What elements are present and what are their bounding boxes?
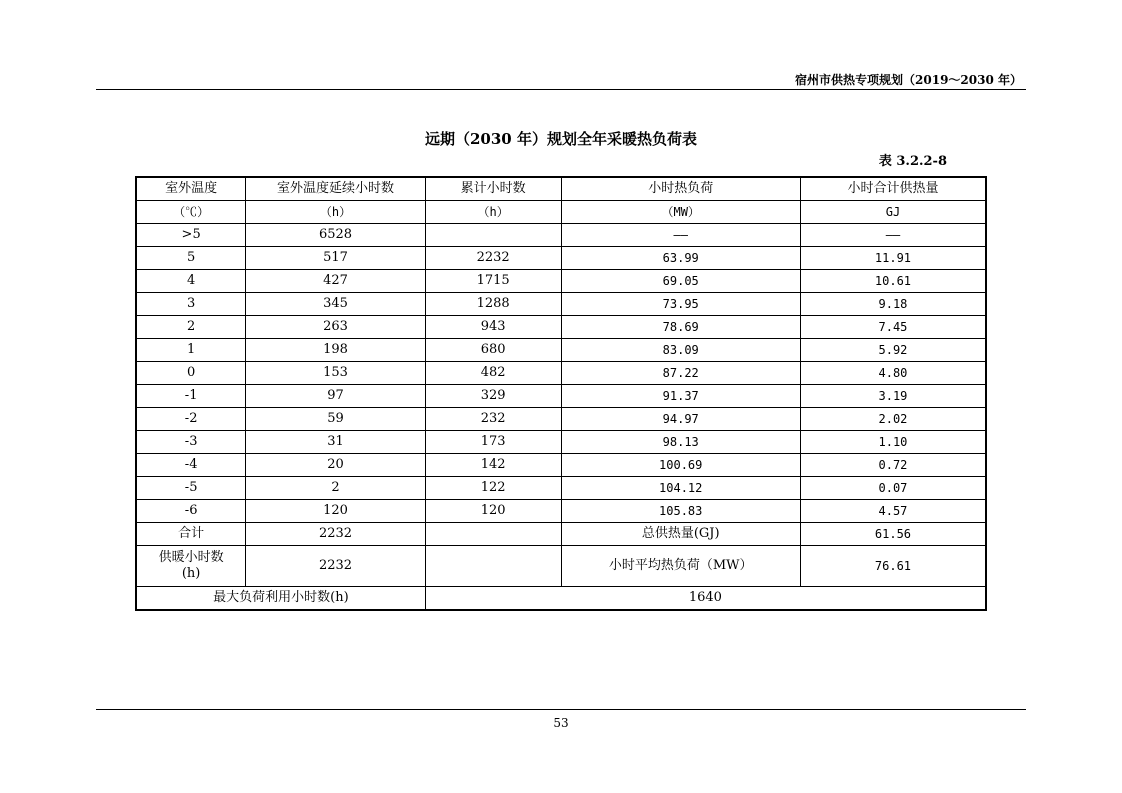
outdoor-temp-cell: 0 bbox=[136, 362, 246, 385]
hourly-heat-cell: 2.02 bbox=[800, 408, 986, 431]
unit-cell: （h） bbox=[246, 201, 426, 224]
cumulative-hours-cell: 2232 bbox=[425, 247, 561, 270]
outdoor-temp-cell: -1 bbox=[136, 385, 246, 408]
total-label: 合计 bbox=[136, 523, 246, 546]
hourly-heat-cell: 10.61 bbox=[800, 270, 986, 293]
hourly-load-cell: 87.22 bbox=[561, 362, 800, 385]
table-row bbox=[136, 270, 986, 293]
duration-hours-cell: 97 bbox=[246, 385, 426, 408]
hourly-heat-cell: 3.19 bbox=[800, 385, 986, 408]
hourly-load-cell: 104.12 bbox=[561, 477, 800, 500]
header-row bbox=[136, 177, 986, 201]
heating-hours-row bbox=[136, 546, 986, 587]
table-row bbox=[136, 454, 986, 477]
max-load-value: 1640 bbox=[425, 587, 986, 611]
cumulative-hours-cell bbox=[425, 224, 561, 247]
duration-hours-cell: 31 bbox=[246, 431, 426, 454]
hourly-heat-cell: 0.72 bbox=[800, 454, 986, 477]
duration-hours-cell: 20 bbox=[246, 454, 426, 477]
hourly-load-cell: 69.05 bbox=[561, 270, 800, 293]
total-hours: 2232 bbox=[246, 523, 426, 546]
hourly-load-cell: 91.37 bbox=[561, 385, 800, 408]
cumulative-hours-cell: 1288 bbox=[425, 293, 561, 316]
footer-rule bbox=[96, 709, 1026, 710]
header-rule bbox=[96, 89, 1026, 90]
cumulative-hours-cell: 120 bbox=[425, 500, 561, 523]
hourly-heat-cell: 9.18 bbox=[800, 293, 986, 316]
table-row bbox=[136, 408, 986, 431]
heating-hours-label-line2: (h) bbox=[181, 566, 201, 581]
outdoor-temp-cell: 5 bbox=[136, 247, 246, 270]
average-load-value: 76.61 bbox=[800, 546, 986, 587]
header-cell: 累计小时数 bbox=[425, 177, 561, 201]
hourly-heat-cell: 11.91 bbox=[800, 247, 986, 270]
table-row bbox=[136, 247, 986, 270]
hourly-load-cell: 78.69 bbox=[561, 316, 800, 339]
unit-cell: （MW） bbox=[561, 201, 800, 224]
duration-hours-cell: 2 bbox=[246, 477, 426, 500]
duration-hours-cell: 59 bbox=[246, 408, 426, 431]
hourly-heat-cell: —— bbox=[800, 224, 986, 247]
total-row bbox=[136, 523, 986, 546]
empty-cell bbox=[425, 523, 561, 546]
hourly-load-cell: 73.95 bbox=[561, 293, 800, 316]
header-cell: 室外温度延续小时数 bbox=[246, 177, 426, 201]
table-row bbox=[136, 362, 986, 385]
running-header-title: 宿州市供热专项规划（2019～2030 年） bbox=[795, 73, 1022, 87]
hourly-load-cell: —— bbox=[561, 224, 800, 247]
unit-cell: （℃） bbox=[136, 201, 246, 224]
hourly-heat-cell: 4.80 bbox=[800, 362, 986, 385]
table-row bbox=[136, 339, 986, 362]
duration-hours-cell: 427 bbox=[246, 270, 426, 293]
hourly-heat-cell: 4.57 bbox=[800, 500, 986, 523]
max-load-row bbox=[136, 587, 986, 611]
header-cell: 小时合计供热量 bbox=[800, 177, 986, 201]
table-title: 远期（2030 年）规划全年采暖热负荷表 bbox=[425, 130, 697, 148]
duration-hours-cell: 345 bbox=[246, 293, 426, 316]
total-heat-label: 总供热量(GJ) bbox=[561, 523, 800, 546]
outdoor-temp-cell: -6 bbox=[136, 500, 246, 523]
page-number: 53 bbox=[553, 716, 569, 730]
empty-cell bbox=[425, 546, 561, 587]
unit-row bbox=[136, 201, 986, 224]
duration-hours-cell: 263 bbox=[246, 316, 426, 339]
cumulative-hours-cell: 680 bbox=[425, 339, 561, 362]
outdoor-temp-cell: 2 bbox=[136, 316, 246, 339]
heating-hours-value: 2232 bbox=[246, 546, 426, 587]
hourly-heat-cell: 0.07 bbox=[800, 477, 986, 500]
outdoor-temp-cell: 1 bbox=[136, 339, 246, 362]
cumulative-hours-cell: 142 bbox=[425, 454, 561, 477]
table-row bbox=[136, 385, 986, 408]
hourly-heat-cell: 7.45 bbox=[800, 316, 986, 339]
cumulative-hours-cell: 329 bbox=[425, 385, 561, 408]
outdoor-temp-cell: -5 bbox=[136, 477, 246, 500]
hourly-load-cell: 100.69 bbox=[561, 454, 800, 477]
header-cell: 小时热负荷 bbox=[561, 177, 800, 201]
total-heat-value: 61.56 bbox=[800, 523, 986, 546]
duration-hours-cell: 198 bbox=[246, 339, 426, 362]
outdoor-temp-cell: -3 bbox=[136, 431, 246, 454]
duration-hours-cell: 120 bbox=[246, 500, 426, 523]
hourly-heat-cell: 5.92 bbox=[800, 339, 986, 362]
unit-cell: （h） bbox=[425, 201, 561, 224]
average-load-label: 小时平均热负荷（MW） bbox=[561, 546, 800, 587]
cumulative-hours-cell: 232 bbox=[425, 408, 561, 431]
table-number: 表 3.2.2-8 bbox=[878, 154, 947, 169]
table-row bbox=[136, 224, 986, 247]
header-cell: 室外温度 bbox=[136, 177, 246, 201]
hourly-load-cell: 94.97 bbox=[561, 408, 800, 431]
hourly-load-cell: 63.99 bbox=[561, 247, 800, 270]
table-row bbox=[136, 500, 986, 523]
table-row bbox=[136, 316, 986, 339]
cumulative-hours-cell: 122 bbox=[425, 477, 561, 500]
cumulative-hours-cell: 943 bbox=[425, 316, 561, 339]
table-row bbox=[136, 477, 986, 500]
outdoor-temp-cell: 4 bbox=[136, 270, 246, 293]
unit-cell: GJ bbox=[800, 201, 986, 224]
duration-hours-cell: 6528 bbox=[246, 224, 426, 247]
duration-hours-cell: 153 bbox=[246, 362, 426, 385]
outdoor-temp-cell: -4 bbox=[136, 454, 246, 477]
outdoor-temp-cell: -2 bbox=[136, 408, 246, 431]
max-load-label: 最大负荷利用小时数(h) bbox=[136, 587, 425, 611]
table-row bbox=[136, 293, 986, 316]
heating-hours-label bbox=[136, 546, 246, 587]
hourly-load-cell: 83.09 bbox=[561, 339, 800, 362]
hourly-heat-cell: 1.10 bbox=[800, 431, 986, 454]
heat-load-table bbox=[135, 176, 987, 611]
hourly-load-cell: 105.83 bbox=[561, 500, 800, 523]
duration-hours-cell: 517 bbox=[246, 247, 426, 270]
cumulative-hours-cell: 1715 bbox=[425, 270, 561, 293]
table-row bbox=[136, 431, 986, 454]
cumulative-hours-cell: 482 bbox=[425, 362, 561, 385]
heating-hours-label-line1: 供暖小时数 bbox=[158, 550, 224, 565]
hourly-load-cell: 98.13 bbox=[561, 431, 800, 454]
outdoor-temp-cell: 3 bbox=[136, 293, 246, 316]
cumulative-hours-cell: 173 bbox=[425, 431, 561, 454]
outdoor-temp-cell: >5 bbox=[136, 224, 246, 247]
